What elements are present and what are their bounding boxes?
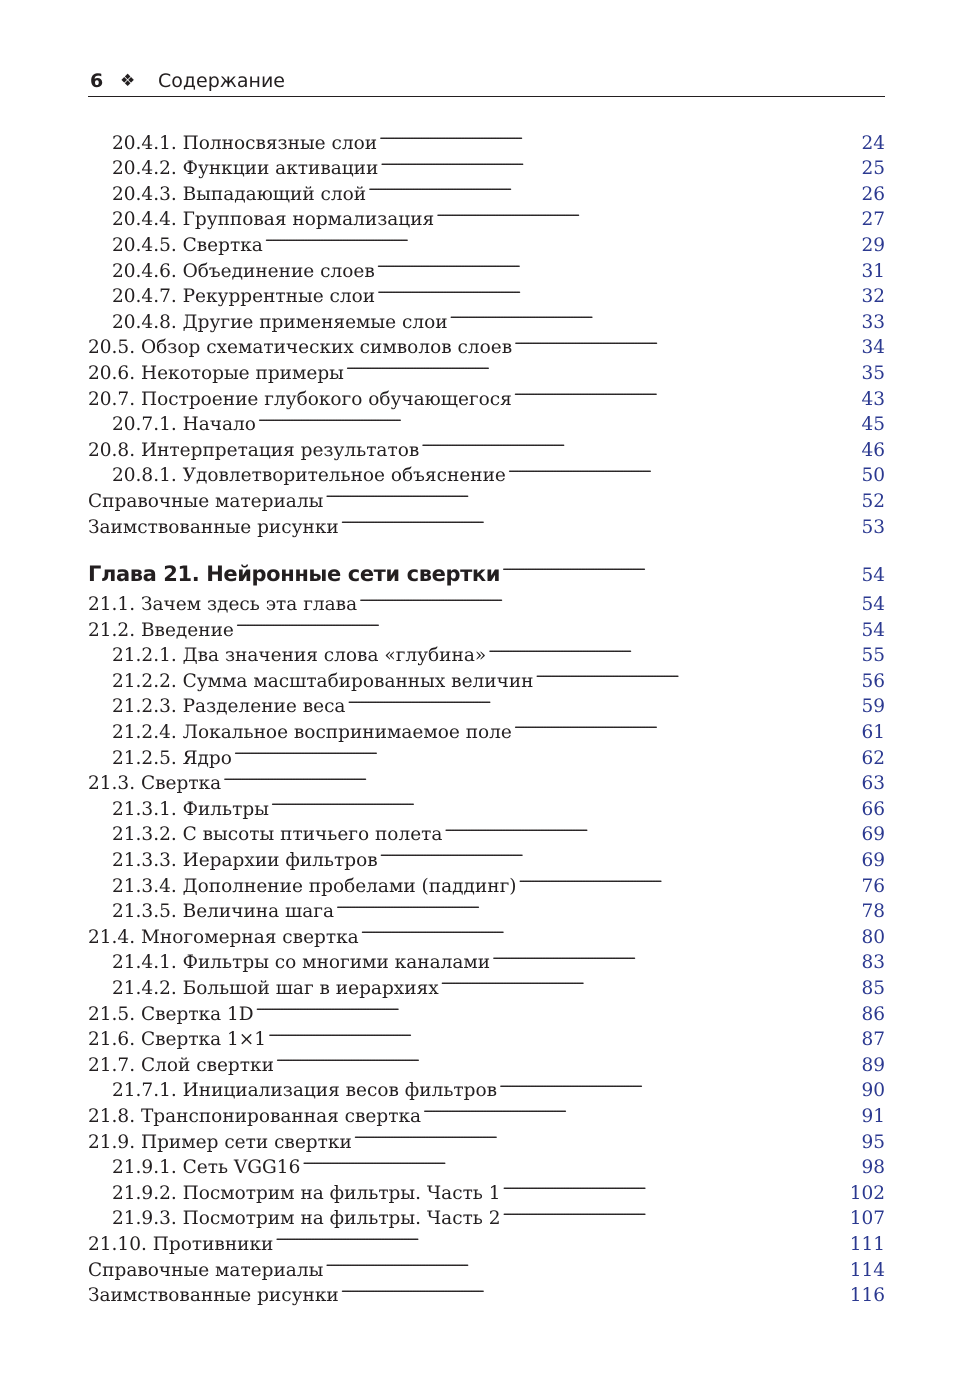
toc-entry-page[interactable]: 87: [861, 1029, 885, 1051]
dot-leader: [266, 1020, 860, 1046]
toc-entry-title: 21.2. Введение: [88, 619, 234, 641]
toc-entry-title: 21.3.4. Дополнение пробелами (паддинг): [112, 875, 517, 897]
toc-entry-page[interactable]: 90: [861, 1080, 885, 1102]
toc-entry-title: 20.7.1. Начало: [112, 414, 256, 436]
toc-entry-page[interactable]: 83: [861, 952, 885, 974]
toc-entry-page[interactable]: 85: [861, 978, 885, 999]
dot-leader: [501, 1173, 849, 1199]
dot-leader: [274, 1045, 861, 1071]
dot-leader: [512, 712, 861, 738]
toc-entry-page[interactable]: 89: [861, 1054, 885, 1076]
toc-entry-title: Глава 21. Нейронные сети свертки: [88, 561, 501, 586]
toc-entry-page[interactable]: 50: [861, 465, 885, 487]
toc-entry-title: 20.4.1. Полносвязные слои: [112, 132, 378, 154]
dot-leader: [334, 892, 860, 918]
toc-entry-page[interactable]: 46: [861, 439, 885, 461]
toc-entry-title: 21.5. Свертка 1D: [88, 1003, 254, 1025]
dot-leader: [486, 636, 860, 662]
toc-entry-title: 21.7.1. Инициализация весов фильтров: [112, 1080, 498, 1102]
toc-entry-page[interactable]: 34: [861, 337, 885, 359]
toc-entry-page[interactable]: 80: [861, 926, 885, 948]
dot-leader: [506, 456, 861, 482]
dot-leader: [448, 302, 861, 328]
dot-leader: [442, 815, 860, 841]
dot-leader: [254, 994, 861, 1020]
toc-entry-title: 20.4.6. Объединение слоев: [112, 260, 375, 282]
dot-leader: [323, 481, 860, 507]
dot-leader: [345, 687, 860, 713]
dot-leader: [344, 353, 861, 379]
dot-leader: [378, 149, 860, 175]
dot-leader: [221, 764, 860, 790]
toc-entry-page[interactable]: 95: [861, 1131, 885, 1153]
toc-entry-page[interactable]: 56: [861, 670, 885, 692]
toc-chapter-entry[interactable]: [88, 553, 885, 586]
dot-leader: [273, 1224, 848, 1250]
toc-entry-title: 21.4.2. Большой шаг в иерархиях: [112, 978, 439, 999]
page-title: Содержание: [158, 70, 285, 92]
toc-entry-page[interactable]: 33: [861, 311, 885, 333]
dot-leader: [512, 328, 860, 354]
toc-entry-title: 21.4.1. Фильтры со многими каналами: [112, 952, 491, 974]
toc-entry-title: 20.4.4. Групповая нормализация: [112, 209, 435, 231]
dot-leader: [500, 553, 860, 581]
toc-entry-title: 21.3.5. Величина шага: [112, 901, 334, 923]
toc-entry-title: 21.3.3. Иерархии фильтров: [112, 850, 378, 872]
dot-leader: [512, 379, 861, 405]
toc-entry-title: 21.2.4. Локальное воспринимаемое поле: [112, 722, 512, 744]
toc-entry-page[interactable]: 54: [861, 564, 885, 586]
toc-entry-title: Справочные материалы: [88, 490, 324, 512]
dot-leader: [378, 840, 861, 866]
toc-entry-title: 21.9.2. Посмотрим на фильтры. Часть 1: [112, 1182, 501, 1204]
toc-entry-title: 21.2.2. Сумма масштабированных величин: [112, 670, 534, 692]
toc-entry-page[interactable]: 66: [861, 798, 885, 820]
dot-leader: [516, 866, 860, 892]
toc-entry-title: 21.9.1. Сеть VGG16: [112, 1157, 301, 1179]
toc-entry-title: 20.8.1. Удовлетворительное объяснение: [112, 465, 506, 487]
dot-leader: [323, 1250, 848, 1276]
dot-leader: [534, 661, 861, 687]
toc-entry-title: 21.3.2. С высоты птичьего полета: [112, 824, 443, 846]
toc-entry-page[interactable]: 78: [861, 901, 885, 923]
table-of-contents: [88, 123, 885, 1307]
toc-entry-title: 20.4.7. Рекуррентные слои: [112, 286, 376, 308]
toc-entry-page[interactable]: 114: [849, 1259, 885, 1281]
dot-leader: [269, 789, 861, 815]
toc-entry-title: Заимствованные рисунки: [88, 1285, 339, 1307]
toc-entry-page[interactable]: 54: [861, 619, 885, 641]
toc-entry-page[interactable]: 107: [849, 1208, 885, 1230]
dot-leader: [232, 738, 861, 764]
toc-entry-title: 20.4.2. Функции активации: [112, 158, 379, 180]
toc-entry-title: 20.5. Обзор схематических символов слоев: [88, 337, 513, 359]
toc-entry-page[interactable]: 91: [861, 1105, 885, 1127]
toc-entry-title: 21.2.3. Разделение веса: [112, 696, 346, 718]
toc-entry-page[interactable]: 111: [849, 1233, 885, 1255]
toc-entry-title: 20.7. Построение глубокого обучающегося: [88, 388, 512, 410]
toc-entry-title: 20.8. Интерпретация результатов: [88, 439, 420, 461]
toc-entry-title: 21.3. Свертка: [88, 773, 222, 795]
toc-entry-page[interactable]: 86: [861, 1003, 885, 1025]
dot-leader: [339, 507, 861, 533]
toc-entry-title: 21.2.1. Два значения слова «глубина»: [112, 645, 487, 667]
dot-leader: [421, 1096, 860, 1122]
dot-leader: [263, 225, 861, 251]
toc-entry-page[interactable]: 54: [861, 594, 885, 616]
toc-entry-page[interactable]: 25: [861, 158, 885, 180]
toc-entry-page[interactable]: 63: [861, 773, 885, 795]
toc-entry-page[interactable]: 102: [849, 1182, 885, 1204]
dot-leader: [439, 968, 861, 994]
toc-entry-page[interactable]: 32: [861, 286, 885, 308]
toc-entry-page[interactable]: 24: [861, 132, 885, 154]
dot-leader: [300, 1148, 860, 1174]
dot-leader: [339, 1276, 849, 1302]
toc-entry-title: 21.6. Свертка 1×1: [88, 1029, 267, 1051]
toc-entry-page[interactable]: 76: [861, 875, 885, 897]
toc-entry-page[interactable]: 35: [861, 362, 885, 384]
dot-leader: [501, 1199, 849, 1225]
toc-entry-title: 21.3.1. Фильтры: [112, 798, 269, 820]
toc-entry-title: 21.2.5. Ядро: [112, 747, 232, 769]
toc-entry-title: 20.4.5. Свертка: [112, 234, 263, 256]
toc-entry-title: 21.8. Транспонированная свертка: [88, 1105, 422, 1127]
toc-entry-title: Справочные материалы: [88, 1259, 324, 1281]
toc-entry-title: 21.4. Многомерная свертка: [88, 926, 359, 948]
toc-entry[interactable]: [88, 123, 885, 154]
toc-entry-title: 21.7. Слой свертки: [88, 1054, 274, 1076]
dot-leader: [375, 251, 861, 277]
toc-entry-page[interactable]: 69: [861, 850, 885, 872]
toc-entry-title: Заимствованные рисунки: [88, 516, 339, 538]
toc-entry-page[interactable]: 52: [861, 490, 885, 512]
toc-entry-page[interactable]: 62: [861, 747, 885, 769]
dot-leader: [377, 123, 860, 149]
toc-entry-title: 21.1. Зачем здесь эта глава: [88, 594, 358, 616]
page-number: 6: [90, 70, 104, 92]
dot-leader: [375, 277, 860, 303]
dot-leader: [419, 430, 860, 456]
toc-entry-page[interactable]: 98: [861, 1157, 885, 1179]
toc-entry-page[interactable]: 43: [861, 388, 885, 410]
toc-entry-title: 21.9.3. Посмотрим на фильтры. Часть 2: [112, 1208, 501, 1230]
toc-entry-page[interactable]: 27: [861, 209, 885, 231]
toc-entry-title: 20.6. Некоторые примеры: [88, 362, 344, 384]
toc-entry-page[interactable]: 45: [861, 414, 885, 436]
toc-entry-page[interactable]: 61: [861, 722, 885, 744]
toc-entry[interactable]: [88, 585, 885, 616]
running-header: [88, 66, 885, 97]
dot-leader: [434, 200, 860, 226]
toc-entry-page[interactable]: 116: [849, 1285, 885, 1307]
toc-entry-title: 21.9. Пример сети свертки: [88, 1131, 352, 1153]
toc-entry-page[interactable]: 53: [861, 516, 885, 538]
dot-leader: [234, 610, 861, 636]
dot-leader: [366, 174, 860, 200]
dot-leader: [352, 1122, 861, 1148]
toc-entry-page[interactable]: 55: [861, 645, 885, 667]
toc-entry-page[interactable]: 69: [861, 824, 885, 846]
toc-entry-title: 20.4.8. Другие применяемые слои: [112, 311, 448, 333]
toc-entry-page[interactable]: 26: [861, 183, 885, 205]
dot-leader: [357, 585, 860, 611]
dot-leader: [497, 1071, 860, 1097]
toc-entry-page[interactable]: 59: [861, 696, 885, 718]
toc-entry-page[interactable]: 29: [861, 234, 885, 256]
dot-leader: [256, 405, 861, 431]
ornament-icon: ❖: [120, 71, 136, 91]
dot-leader: [490, 943, 860, 969]
toc-entry-title: 20.4.3. Выпадающий слой: [112, 183, 367, 205]
toc-entry-title: 21.10. Противники: [88, 1233, 274, 1255]
toc-entry-page[interactable]: 31: [861, 260, 885, 282]
dot-leader: [359, 917, 861, 943]
